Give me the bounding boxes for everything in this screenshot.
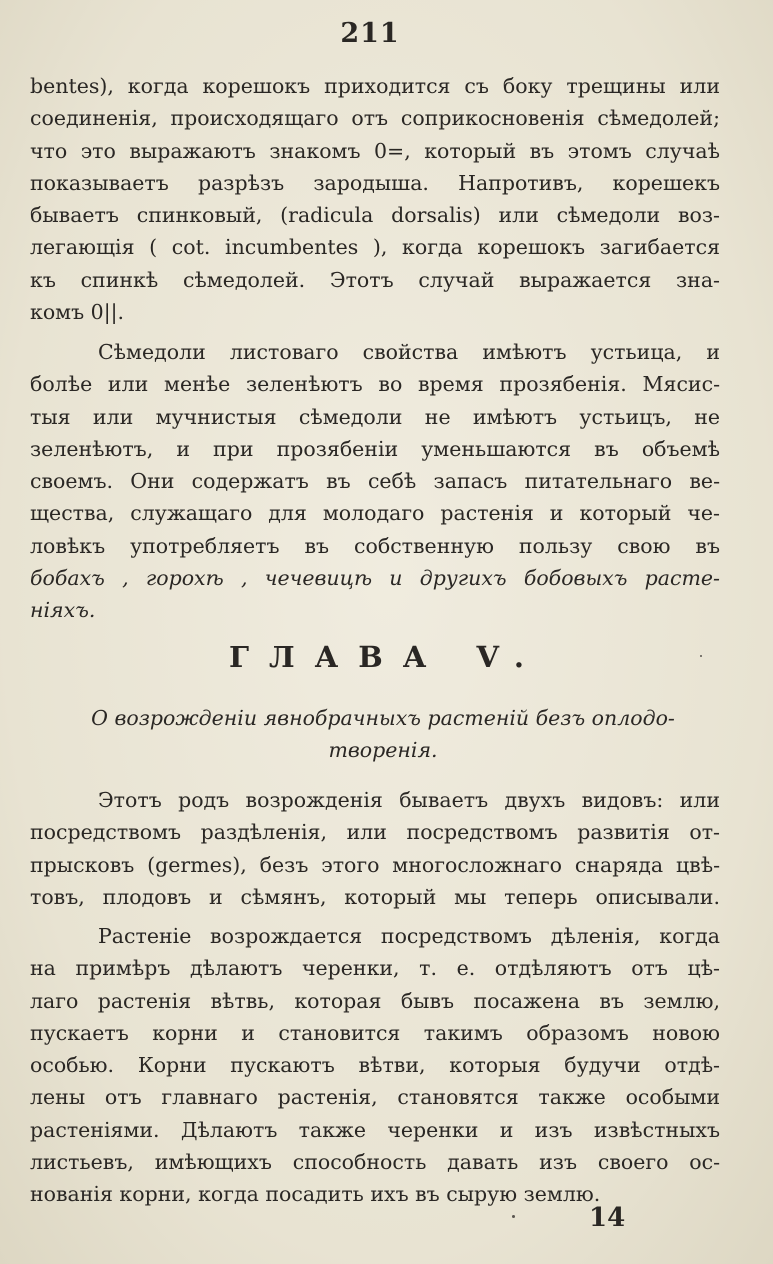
text-line: Растеніе возрождается посредствомъ дѣленія, когда bbox=[98, 924, 720, 948]
text-line: болѣе или менѣе зеленѣютъ во время прозябенія. Мясис- bbox=[30, 372, 720, 397]
text-line: къ спинкѣ сѣмедолей. Этотъ случай выражается зна- bbox=[30, 267, 720, 292]
text-line: тыя или мучнистыя сѣмедоли не имѣютъ устьицъ, не bbox=[30, 404, 720, 429]
text-line: своемъ. Они содержатъ въ себѣ запасъ питательнаго ве- bbox=[30, 469, 720, 494]
text-line: легающія ( cot. incumbentes ), когда корешокъ загибается bbox=[30, 235, 720, 260]
text-line: Сѣмедоли листоваго свойства имѣютъ устьица, и bbox=[98, 340, 720, 364]
chapter-subtitle bbox=[58, 702, 708, 767]
text-line: ловѣкъ употребляетъ въ собственную пользу свою въ bbox=[30, 533, 720, 558]
subtitle-line: О возрожденіи явнобрачныхъ растеній безъ оплодо- bbox=[91, 706, 675, 730]
text-line: пускаетъ корни и становится такимъ образомъ новою bbox=[30, 1020, 720, 1045]
paragraph-regeneration bbox=[30, 784, 720, 913]
text-line: растеніями. Дѣлаютъ также черенки и изъ извѣстныхъ bbox=[30, 1117, 720, 1142]
paragraph-continuation bbox=[30, 70, 720, 328]
text-line: bentes), когда корешокъ приходится съ боку трещины или bbox=[30, 74, 720, 98]
text-line: Этотъ родъ возрожденія бываетъ двухъ видовъ: или bbox=[98, 788, 720, 812]
text-line: лаго растенія вѣтвь, которая бывъ посажена въ землю, bbox=[30, 988, 720, 1013]
text-line: прысковъ (germes), безъ этого многосложнаго снаряда цвѣ- bbox=[30, 852, 720, 877]
text-line: листьевъ, имѣющихъ способность давать изъ своего ос- bbox=[30, 1150, 720, 1175]
subtitle-line: творенія. bbox=[328, 738, 438, 763]
text-line: товъ, плодовъ и сѣмянъ, который мы теперь описывали. bbox=[30, 884, 720, 909]
text-line: посредствомъ раздѣленія, или посредствомъ развитія от- bbox=[30, 820, 720, 845]
text-line: щества, служащаго для молодаго растенія и который че- bbox=[30, 501, 720, 526]
text-line: что это выражаютъ знакомъ 0=, который въ этомъ случаѣ bbox=[30, 138, 720, 163]
chapter-heading: ГЛАВА V. bbox=[228, 640, 545, 674]
text-line: лены отъ главнаго растенія, становятся также особыми bbox=[30, 1085, 720, 1110]
paragraph-cotyledons bbox=[30, 336, 720, 627]
paragraph-division bbox=[30, 920, 720, 1211]
text-line: особью. Корни пускаютъ вѣтви, которыя будучи отдѣ- bbox=[30, 1053, 720, 1078]
text-line: показываетъ разрѣзъ зародыша. Напротивъ, корешекъ bbox=[30, 170, 720, 195]
page-number: 211 bbox=[340, 18, 400, 49]
text-line: на примѣръ дѣлаютъ черенки, т. е. отдѣляютъ отъ цѣ- bbox=[30, 956, 720, 981]
text-line: соединенія, происходящаго отъ соприкосновенія сѣмедолей; bbox=[30, 106, 720, 131]
text-line: зеленѣютъ, и при прозябеніи уменьшаются въ объемѣ bbox=[30, 436, 720, 461]
text-line: комъ 0||. bbox=[30, 300, 125, 325]
ink-speck bbox=[512, 1215, 515, 1218]
text-line: бобахъ , горохѣ , чечевицѣ и другихъ бобовыхъ расте- bbox=[30, 566, 720, 591]
text-line: ніяхъ. bbox=[30, 598, 96, 623]
text-line: бываетъ спинковый, (radicula dorsalis) или сѣмедоли воз- bbox=[30, 203, 720, 228]
signature-mark: 14 bbox=[589, 1203, 626, 1233]
text-line: нованія корни, когда посадить ихъ въ сырую землю. bbox=[30, 1182, 601, 1207]
ink-speck bbox=[700, 655, 702, 657]
